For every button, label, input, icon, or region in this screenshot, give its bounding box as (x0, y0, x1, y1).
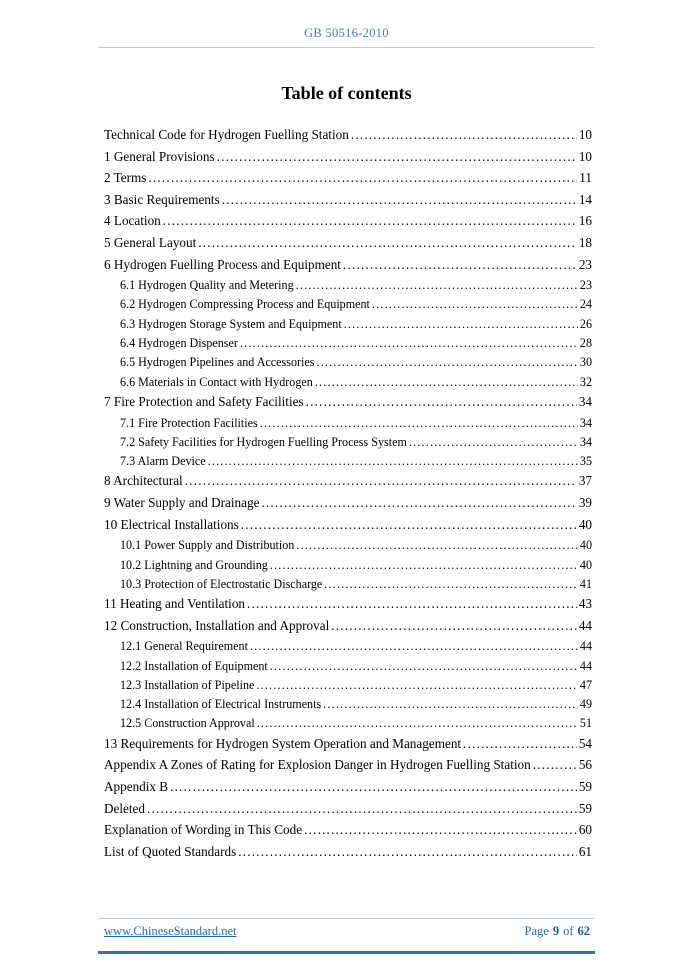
toc-entry (104, 844, 592, 866)
toc-entry-label: 10.3 Protection of Electrostatic Discharge (120, 576, 323, 591)
toc-dot-leader (315, 375, 578, 390)
toc-entry (104, 697, 592, 716)
toc-entry-label: Technical Code for Hydrogen Fuelling Station (104, 127, 349, 142)
toc-dot-leader (208, 454, 578, 469)
toc-entry-page: 16 (578, 213, 592, 229)
page-indicator (523, 924, 592, 939)
toc-entry-page: 32 (579, 374, 592, 389)
toc-dot-leader (198, 235, 577, 251)
toc-entry (104, 716, 592, 735)
toc-dot-leader (343, 257, 577, 273)
toc-entry (104, 517, 592, 539)
toc-dot-leader (270, 558, 578, 573)
toc-entry (104, 779, 592, 801)
toc-entry-label: Explanation of Wording in This Code (104, 822, 303, 838)
toc-entry (104, 736, 592, 758)
toc-entry (104, 538, 592, 557)
toc-entry-page: 34 (579, 415, 592, 430)
toc-dot-leader (344, 317, 578, 332)
toc-entry-label: 13 Requirements for Hydrogen System Operation and Management (104, 735, 462, 751)
toc-dot-leader (323, 697, 578, 712)
toc-entry (104, 235, 592, 257)
page-word: Page (524, 924, 549, 938)
toc-entry (104, 678, 592, 697)
toc-entry-label: 9 Water Supply and Drainage (104, 495, 260, 511)
toc-dot-leader (247, 596, 577, 612)
toc-entry (104, 375, 592, 394)
toc-entry-label: 12.1 General Requirement (120, 639, 248, 654)
toc-entry-label: 4 Location (104, 213, 161, 229)
toc-entry (104, 801, 592, 823)
toc-dot-leader (261, 495, 576, 511)
toc-entry-page: 18 (578, 234, 592, 250)
toc-entry-page: 40 (579, 538, 592, 553)
toc-entry-page: 24 (579, 297, 592, 312)
toc-dot-leader (331, 618, 577, 634)
toc-entry (104, 454, 592, 473)
toc-entry-label: 6.1 Hydrogen Quality and Metering (120, 278, 294, 293)
toc-dot-leader (372, 297, 578, 312)
of-word: of (563, 924, 574, 938)
toc-entry-label: 3 Basic Requirements (104, 191, 220, 207)
toc-entry (104, 495, 592, 517)
toc-entry-label: 2 Terms (104, 170, 147, 186)
toc-entry-label: 6 Hydrogen Fuelling Process and Equipment (104, 256, 341, 272)
toc-dot-leader (409, 435, 578, 450)
toc-dot-leader (296, 538, 578, 553)
toc-entry-page: 40 (578, 516, 592, 532)
toc-dot-leader (260, 416, 578, 431)
toc-entry (104, 355, 592, 374)
toc-entry-page: 34 (578, 393, 592, 409)
toc-entry (104, 822, 592, 844)
toc-entry-page: 60 (578, 822, 592, 838)
toc-entry (104, 416, 592, 435)
toc-entry (104, 213, 592, 235)
toc-entry-label: 6.2 Hydrogen Compressing Process and Equipment (120, 297, 370, 312)
toc-entry-label: 5 General Layout (104, 234, 197, 250)
toc-dot-leader (324, 577, 578, 592)
toc-entry (104, 317, 592, 336)
toc-dot-leader (240, 336, 578, 351)
toc-entry-label: 6.6 Materials in Contact with Hydrogen (120, 374, 313, 389)
toc-entry-label: 7.1 Fire Protection Facilities (120, 415, 258, 430)
footer (104, 924, 592, 939)
document-number: GB 50516-2010 (304, 26, 389, 40)
toc-dot-leader (222, 192, 577, 208)
toc-entry (104, 473, 592, 495)
toc-entry (104, 394, 592, 416)
toc-entry-label: Appendix A Zones of Rating for Explosion Danger in Hydrogen Fuelling Station (104, 757, 531, 773)
toc-dot-leader (241, 517, 577, 533)
toc-dot-leader (238, 844, 577, 860)
page-title: Table of contents (281, 83, 412, 103)
toc-entry-label: 11 Heating and Ventilation (104, 596, 246, 612)
bottom-accent-line (98, 951, 595, 954)
toc-entry-label: 1 General Provisions (104, 148, 215, 164)
toc-entry (104, 257, 592, 279)
toc-entry-label: 12 Construction, Installation and Approval (104, 617, 330, 633)
toc-dot-leader (533, 757, 577, 773)
toc-entry (104, 435, 592, 454)
header-divider (98, 47, 595, 48)
toc-dot-leader (316, 355, 577, 370)
toc-entry-page: 10 (578, 127, 592, 142)
toc-entry-page: 59 (578, 800, 592, 816)
toc-entry (104, 659, 592, 678)
toc-entry-label: 7.3 Alarm Device (120, 454, 206, 469)
toc-dot-leader (304, 822, 577, 838)
toc-entry (104, 170, 592, 192)
toc-entry-page: 61 (578, 843, 592, 859)
toc-entry-page: 44 (578, 617, 592, 633)
toc-dot-leader (257, 716, 578, 731)
toc-entry-page: 40 (579, 557, 592, 572)
toc-entry-label: 10.1 Power Supply and Distribution (120, 538, 295, 553)
toc-entry (104, 577, 592, 596)
toc-entry-label: 12.5 Construction Approval (120, 716, 255, 731)
toc-entry-page: 35 (579, 454, 592, 469)
toc-entry (104, 618, 592, 640)
toc-entry-label: 6.3 Hydrogen Storage System and Equipment (120, 316, 342, 331)
toc-entry (104, 639, 592, 658)
toc-entry (104, 757, 592, 779)
toc-entry (104, 192, 592, 214)
toc-entry (104, 278, 592, 297)
toc-entry-label: 6.4 Hydrogen Dispenser (120, 336, 238, 351)
toc-entry-label: 12.2 Installation of Equipment (120, 658, 268, 673)
toc-entry-page: 11 (579, 170, 592, 186)
toc-entry (104, 558, 592, 577)
toc-entry-page: 23 (578, 256, 592, 272)
toc-entry-page: 43 (578, 596, 592, 612)
toc-dot-leader (270, 659, 578, 674)
toc-entry-label: 8 Architectural (104, 473, 183, 489)
current-page-number: 9 (552, 924, 560, 938)
toc-entry (104, 596, 592, 618)
toc-dot-leader (148, 170, 577, 186)
toc-entry-page: 14 (578, 191, 592, 207)
toc-dot-leader (163, 213, 577, 229)
toc-entry (104, 297, 592, 316)
toc-entry-label: 12.4 Installation of Electrical Instruments (120, 697, 322, 712)
toc-entry-label: List of Quoted Standards (104, 843, 237, 859)
toc-dot-leader (296, 278, 578, 293)
toc-entry-page: 41 (579, 576, 592, 591)
toc-entry-label: 7.2 Safety Facilities for Hydrogen Fuelling Process System (120, 434, 407, 449)
toc-entry-page: 54 (578, 735, 592, 751)
toc-entry-page: 47 (579, 677, 592, 692)
toc-entry-label: 10.2 Lightning and Grounding (120, 557, 268, 572)
toc-entry-page: 44 (579, 658, 592, 673)
toc-entry-page: 59 (578, 778, 592, 794)
toc-entry-label: Deleted (104, 800, 146, 816)
toc-dot-leader (463, 736, 577, 752)
toc-dot-leader (256, 678, 578, 693)
toc-entry-page: 10 (578, 148, 592, 164)
toc-dot-leader (147, 801, 577, 817)
toc-entry-label: 6.5 Hydrogen Pipelines and Accessories (120, 355, 315, 370)
toc-dot-leader (351, 127, 577, 143)
toc-list (104, 127, 592, 865)
toc-dot-leader (185, 473, 577, 489)
toc-entry-page: 37 (578, 473, 592, 489)
toc-entry-page: 30 (579, 355, 592, 370)
toc-dot-leader (170, 779, 577, 795)
toc-entry-page: 34 (579, 434, 592, 449)
toc-entry-page: 28 (579, 336, 592, 351)
toc-entry-page: 51 (579, 716, 592, 731)
toc-entry (104, 149, 592, 171)
toc-dot-leader (306, 394, 577, 410)
toc-entry-page: 23 (579, 278, 592, 293)
toc-entry-label: 7 Fire Protection and Safety Facilities (104, 393, 304, 409)
toc-entry-page: 56 (578, 757, 592, 773)
toc-entry (104, 336, 592, 355)
toc-entry-label: Appendix B (104, 778, 169, 794)
toc-entry-label: 12.3 Installation of Pipeline (120, 677, 255, 692)
toc-entry (104, 127, 592, 149)
toc-dot-leader (250, 639, 578, 654)
site-link[interactable]: www.ChineseStandard.net (104, 924, 237, 938)
toc-entry-label: 10 Electrical Installations (104, 516, 239, 532)
total-page-number: 62 (577, 924, 590, 938)
toc-dot-leader (217, 149, 577, 165)
toc-entry-page: 44 (579, 639, 592, 654)
footer-divider (98, 918, 595, 919)
toc-entry-page: 49 (579, 697, 592, 712)
toc-entry-page: 39 (578, 495, 592, 511)
toc-entry-page: 26 (579, 316, 592, 331)
